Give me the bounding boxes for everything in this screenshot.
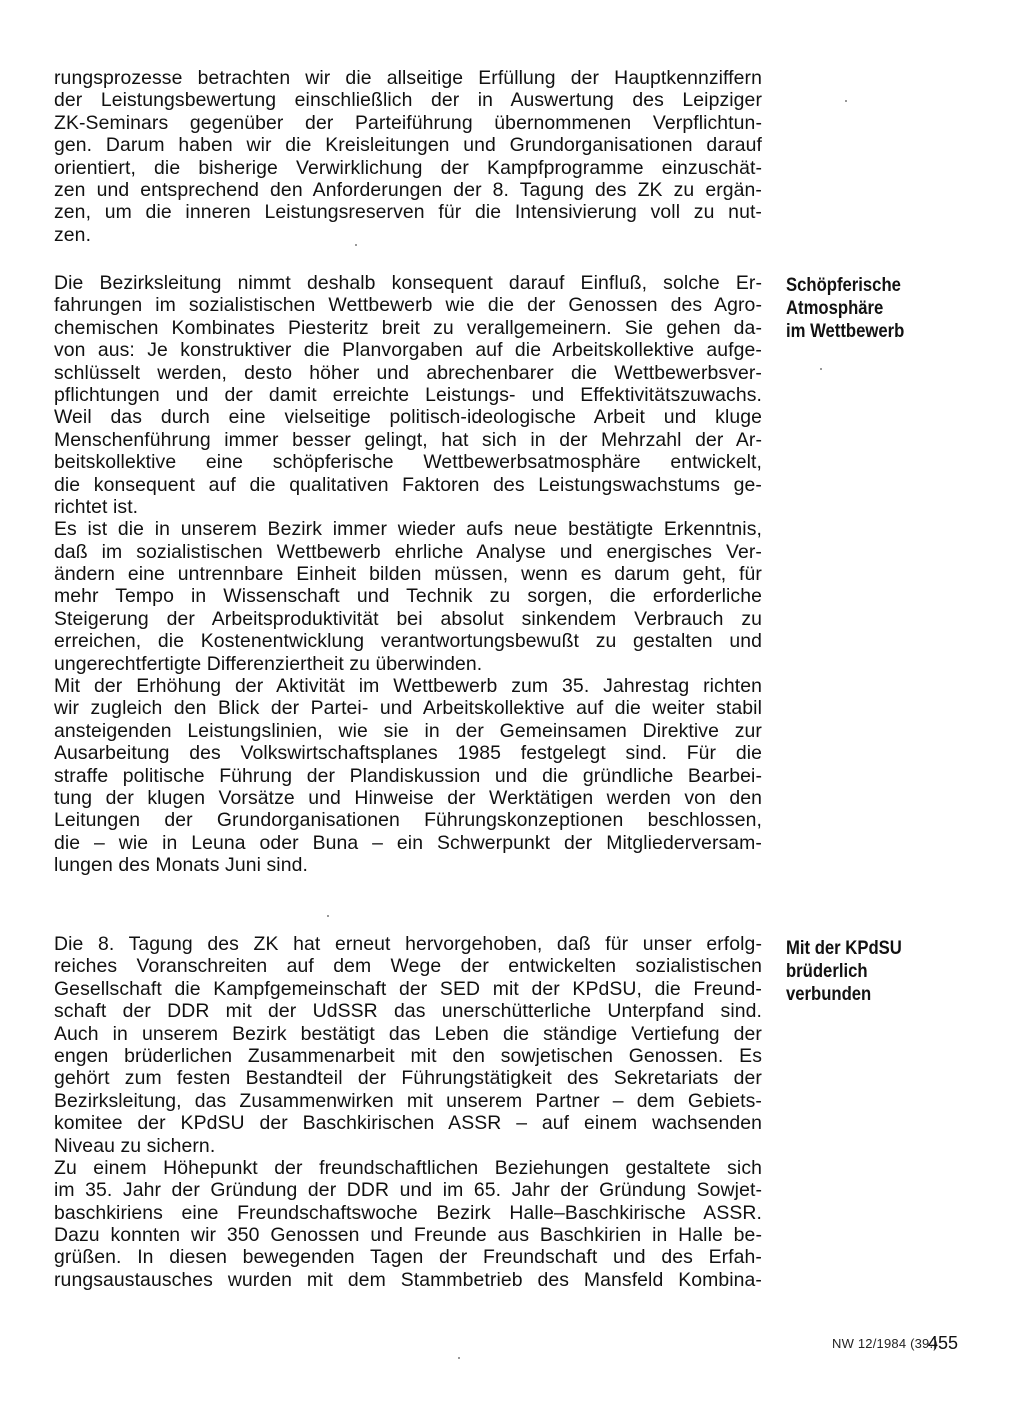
text-line: Mit der Erhöhung der Aktivität im Wettbewerb zum 35. Jahrestag richten (54, 675, 762, 698)
journal-reference: NW 12/1984 (39.) (832, 1336, 938, 1351)
scan-speck (845, 100, 847, 102)
text-line: engen brüderlichen Zusammenarbeit mit den sowjetischen Genossen. Es (54, 1044, 762, 1067)
text-line: daß im sozialistischen Wettbewerb ehrliche Analyse und energisches Ver- (54, 540, 762, 563)
margin-heading-line: brüderlich (786, 960, 868, 982)
text-line: Bezirksleitung, das Zusammenwirken mit unserem Partner – dem Gebiets- (54, 1089, 762, 1112)
text-line: Dazu konnten wir 350 Genossen und Freunde aus Baschkirien in Halle be- (54, 1224, 762, 1247)
text-line: die konsequent auf die qualitativen Faktoren des Leistungswachstums ge- (54, 473, 762, 496)
text-line: zen. (54, 223, 92, 246)
paragraph-3 (54, 933, 762, 1291)
text-line: Zu einem Höhepunkt der freundschaftlichen Beziehungen gestaltete sich (54, 1156, 762, 1179)
text-line: grüßen. In diesen bewegenden Tagen der Freundschaft und des Erfah- (54, 1246, 762, 1269)
page-number: 455 (928, 1333, 959, 1353)
paragraph-1 (54, 67, 762, 246)
text-line: Die 8. Tagung des ZK hat erneut hervorgehoben, daß für unser erfolg- (54, 933, 762, 955)
text-line: beitskollektive eine schöpferische Wettbewerbsatmosphäre entwickelt, (54, 451, 762, 474)
text-line: komitee der KPdSU der Baschkirischen ASSR – auf einem wachsenden (54, 1112, 762, 1135)
text-line: Menschenführung immer besser gelingt, hat sich in der Mehrzahl der Ar- (54, 428, 762, 451)
text-line: orientiert, die bisherige Verwirklichung der Kampfprogramme einzuschät- (54, 156, 762, 179)
text-line: zen und entsprechend den Anforderungen der 8. Tagung des ZK zu ergän- (54, 178, 762, 201)
text-line: Niveau zu sichern. (54, 1134, 216, 1157)
text-line: ZK-Seminars gegenüber der Parteiführung übernommenen Verpflichtun- (54, 111, 762, 134)
text-line: ungerechtfertigte Differenziertheit zu überwinden. (54, 652, 483, 675)
text-line: schaft der DDR mit der UdSSR das unerschütterliche Unterpfand sind. (54, 1000, 762, 1023)
text-line: Leitungen der Grundorganisationen Führungskonzeptionen beschlossen, (54, 809, 762, 832)
text-line: Ausarbeitung des Volkswirtschaftsplanes 1985 festgelegt sind. Für die (54, 742, 762, 765)
text-line: gen. Darum haben wir die Kreisleitungen und Grundorganisationen darauf (54, 134, 762, 157)
paragraph-2 (54, 272, 762, 877)
text-line: wir zugleich den Blick der Partei- und Arbeitskollektive auf die weiter stabil (54, 697, 762, 720)
text-line: die – wie in Leuna oder Buna – ein Schwerpunkt der Mitgliederversam- (54, 831, 762, 854)
text-line: chemischen Kombinates Piesteritz breit zu verallgemeinern. Sie gehen da- (54, 316, 762, 339)
text-line: pflichtungen und der damit erreichte Leistungs- und Effektivitätszuwachs. (54, 383, 762, 406)
text-line: baschkiriens eine Freundschaftswoche Bezirk Halle–Baschkirische ASSR. (54, 1201, 762, 1224)
text-line: Auch in unserem Bezirk bestätigt das Leben die ständige Vertiefung der (54, 1022, 762, 1045)
text-line: rungsaustausches wurden mit dem Stammbetrieb des Mansfeld Kombina- (54, 1268, 762, 1291)
text-line: fahrungen im sozialistischen Wettbewerb wie die der Genossen des Agro- (54, 294, 762, 317)
text-line: rungsprozesse betrachten wir die allseitige Erfüllung der Hauptkennziffern (54, 67, 762, 89)
text-line: ansteigenden Leistungslinien, wie sie in der Gemeinsamen Direktive zur (54, 719, 762, 742)
scan-speck (327, 915, 329, 917)
text-line: von aus: Je konstruktiver die Planvorgaben auf die Arbeitskollektive aufge- (54, 339, 762, 362)
text-line: Die Bezirksleitung nimmt deshalb konsequent darauf Einfluß, solche Er- (54, 272, 762, 294)
text-line: im 35. Jahr der Gründung der DDR und im 65. Jahr der Gründung Sowjet- (54, 1179, 762, 1202)
text-line: richtet ist. (54, 495, 139, 518)
text-line: ändern eine untrennbare Einheit bilden müssen, wenn es darum geht, für (54, 563, 762, 586)
text-line: tung der klugen Vorsätze und Hinweise der Werktätigen werden von den (54, 786, 762, 809)
text-line: zen, um die inneren Leistungsreserven für die Intensivierung voll zu nut- (54, 201, 762, 224)
text-line: Steigerung der Arbeitsproduktivität bei absolut sinkendem Verbrauch zu (54, 607, 762, 630)
text-line: straffe politische Führung der Plandiskussion und die gründliche Bearbei- (54, 764, 762, 787)
scan-speck (355, 244, 357, 246)
text-line: reiches Voranschreiten auf dem Wege der entwickelten sozialistischen (54, 955, 762, 978)
text-line: Weil das durch eine vielseitige politisch-ideologische Arbeit und kluge (54, 406, 762, 429)
margin-heading-line: Schöpferische (786, 274, 901, 296)
text-line: Es ist die in unserem Bezirk immer wieder aufs neue bestätigte Erkenntnis, (54, 518, 762, 541)
text-line: Gesellschaft die Kampfgemeinschaft der SED mit der KPdSU, die Freund- (54, 977, 762, 1000)
text-line: der Leistungsbewertung einschließlich der in Auswertung des Leipziger (54, 89, 762, 112)
text-line: mehr Tempo in Wissenschaft und Technik zu sorgen, die erforderliche (54, 585, 762, 608)
text-line: lungen des Monats Juni sind. (54, 854, 308, 877)
scan-speck (458, 1357, 460, 1359)
text-line: schlüsselt werden, desto höher und abrechenbarer die Wettbewerbsver- (54, 361, 762, 384)
margin-heading-kpdsu (786, 937, 958, 1006)
text-line: gehört zum festen Bestandteil der Führungstätigkeit des Sekretariats der (54, 1067, 762, 1090)
margin-heading-line: im Wettbewerb (786, 320, 905, 342)
margin-heading-line: Atmosphäre (786, 297, 884, 319)
scan-speck (820, 368, 822, 370)
text-line: erreichen, die Kostenentwicklung verantwortungsbewußt zu gestalten und (54, 630, 762, 653)
margin-heading-line: Mit der KPdSU (786, 937, 902, 959)
margin-heading-creative-atmosphere (786, 274, 958, 343)
margin-heading-line: verbunden (786, 983, 872, 1005)
